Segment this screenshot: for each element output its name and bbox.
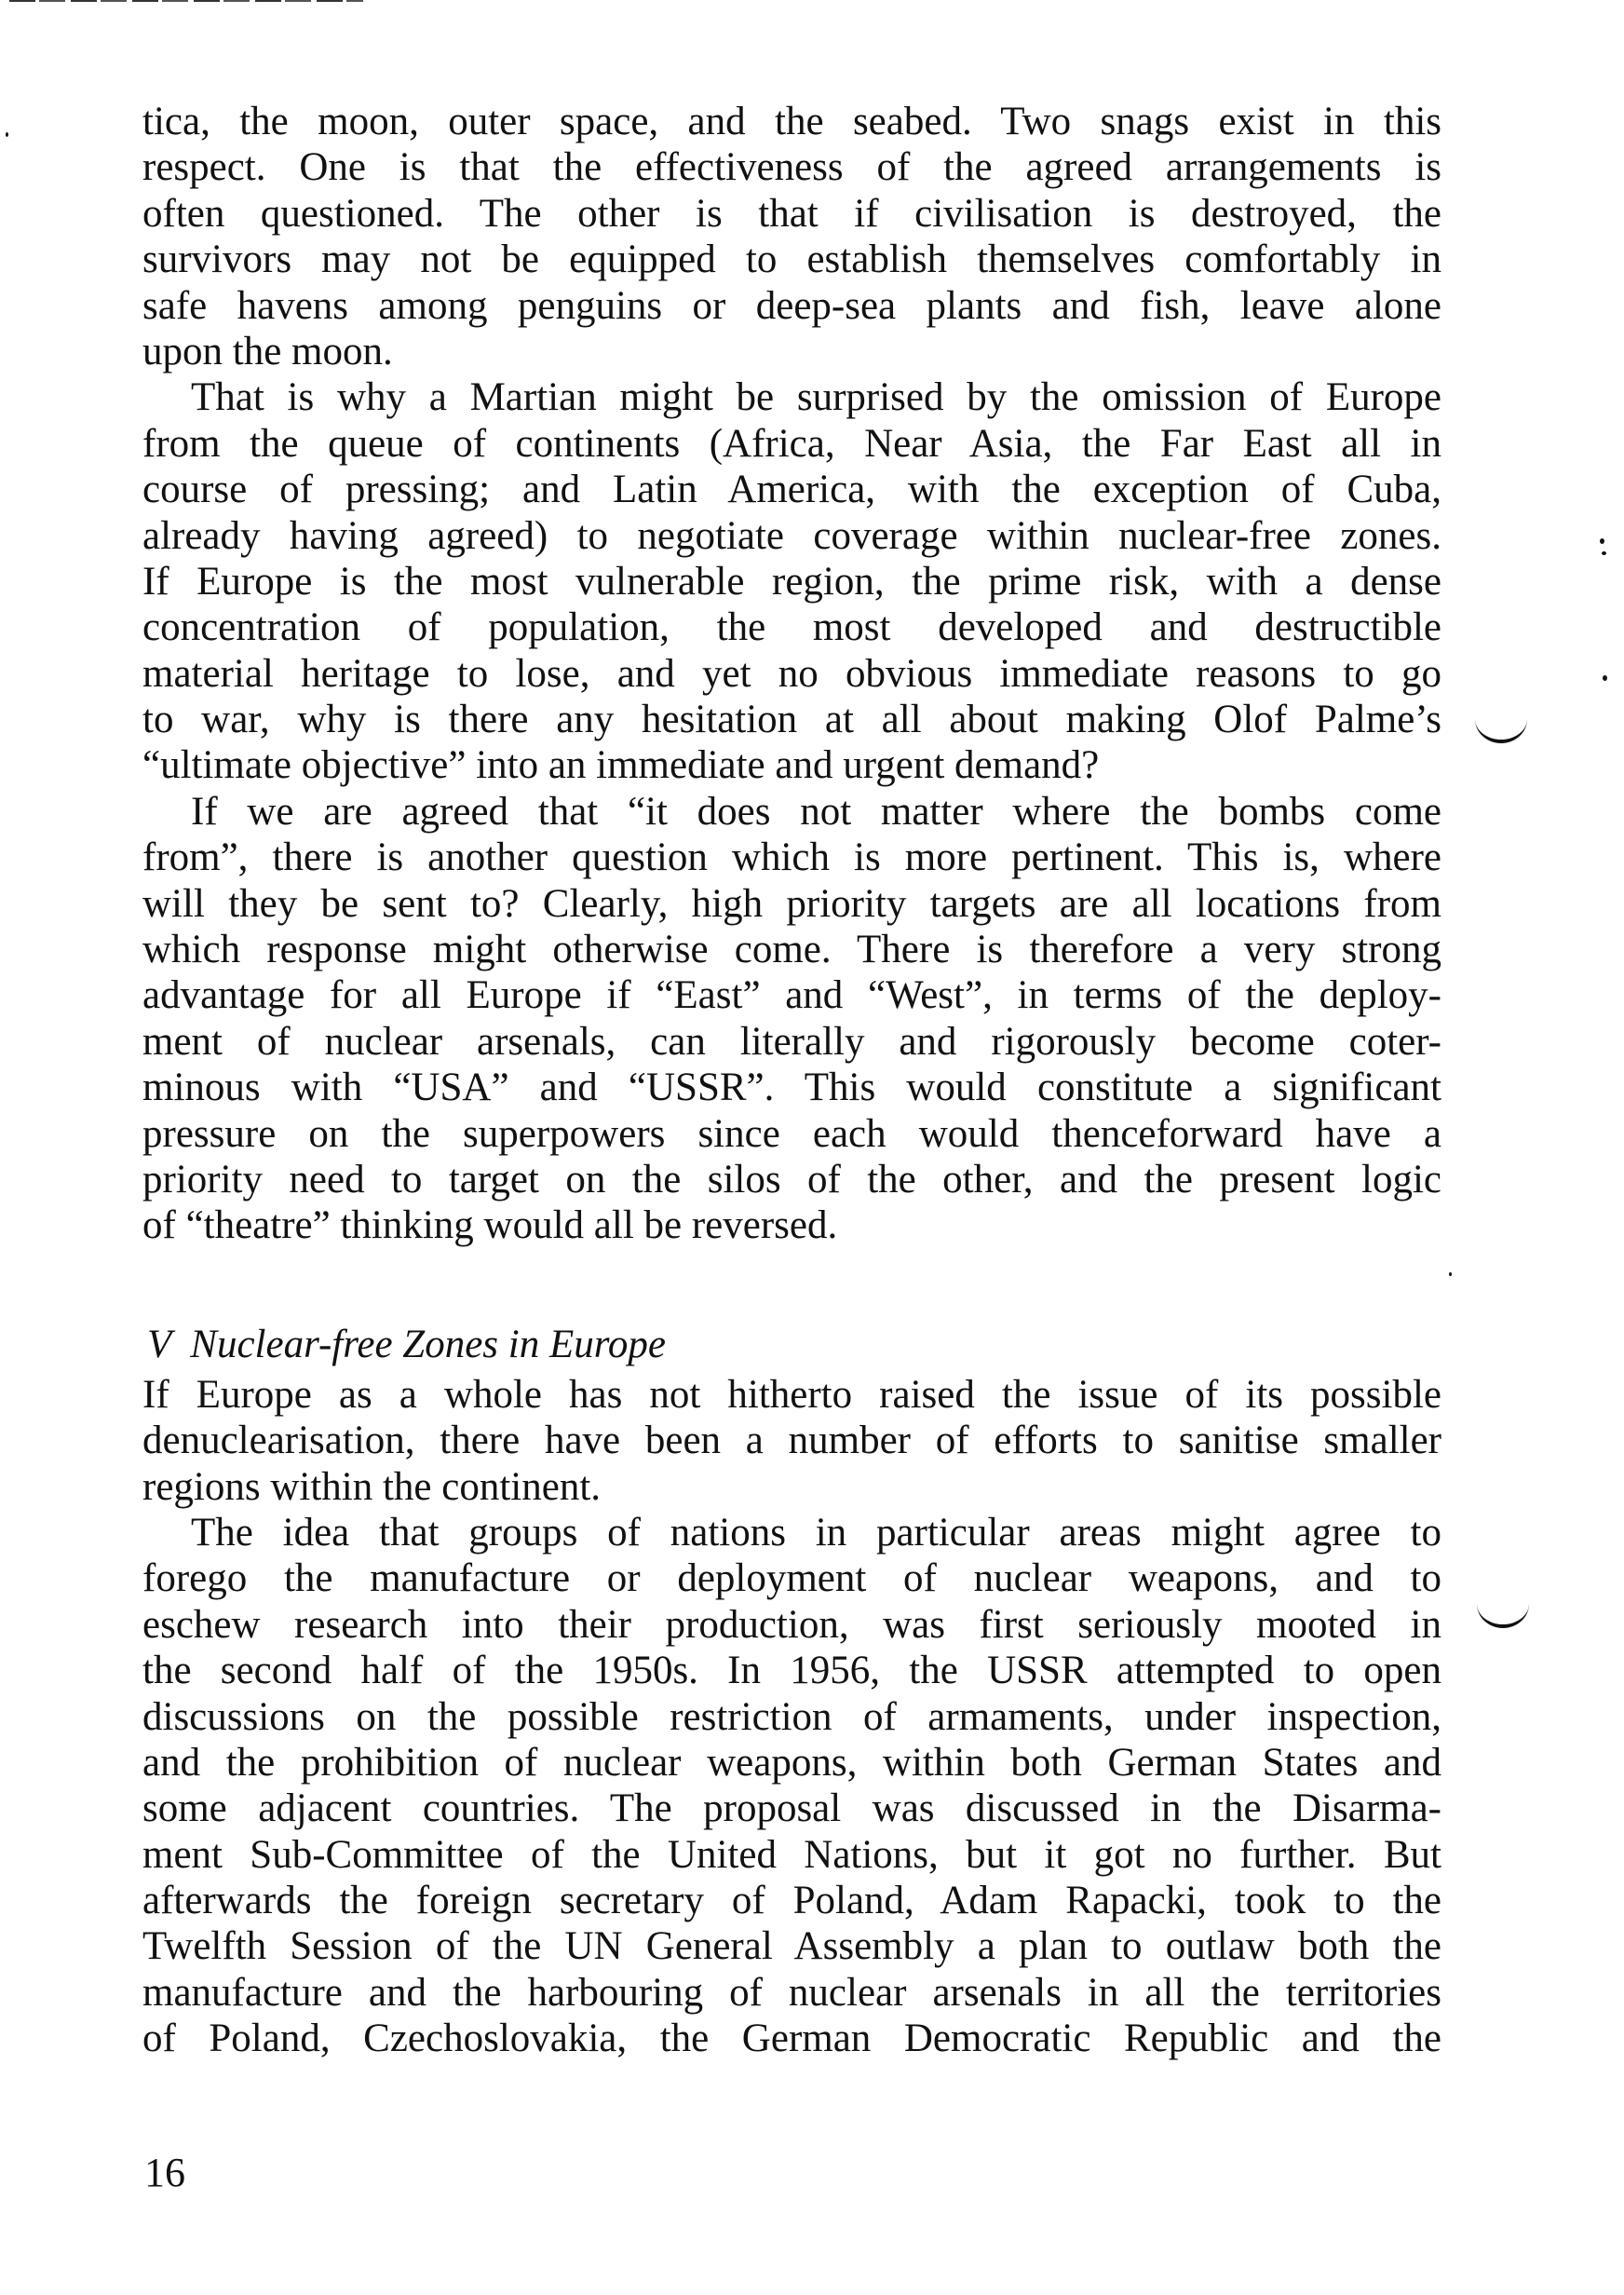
text-line: often questioned. The other is that if civilisation is destroyed, the: [142, 191, 1441, 236]
text-line: of Poland, Czechoslovakia, the German Democratic Republic and the: [142, 2017, 1441, 2061]
text-line: material heritage to lose, and yet no obvious immediate reasons to go: [142, 651, 1441, 696]
margin-tick-mark: [1475, 719, 1527, 743]
text-line: some adjacent countries. The proposal was discussed in the Disarma-: [142, 1786, 1441, 1831]
paragraph: [142, 99, 1441, 374]
text-line: Twelfth Session of the UN General Assembly a plan to outlaw both the: [142, 1924, 1441, 1969]
section-spacer: [142, 1249, 1441, 1318]
paragraph: [142, 374, 1441, 789]
text-line: course of pressing; and Latin America, with the exception of Cuba,: [142, 468, 1441, 512]
text-line: discussions on the possible restriction of armaments, under inspection,: [142, 1694, 1441, 1739]
text-line: forego the manufacture or deployment of nuclear weapons, and to: [142, 1556, 1441, 1601]
text-line: upon the moon.: [142, 329, 393, 373]
text-line: priority need to target on the silos of the other, and the present logic: [142, 1157, 1441, 1202]
text-line: to war, why is there any hesitation at all about making Olof Palme’s: [142, 698, 1441, 742]
text-line: and the prohibition of nuclear weapons, within both German States and: [142, 1740, 1441, 1785]
section-number: V: [147, 1322, 172, 1366]
text-line: respect. One is that the effectiveness of the agreed arrangements is: [142, 145, 1441, 190]
text-line: If Europe is the most vulnerable region, the prime risk, with a dense: [142, 559, 1441, 604]
page-number: 16: [144, 2150, 185, 2195]
text-line: regions within the continent.: [142, 1464, 602, 1509]
text-line: will they be sent to? Clearly, high priority targets are all locations from: [142, 881, 1441, 926]
text-line: safe havens among penguins or deep-sea plants and fish, leave alone: [142, 283, 1441, 328]
text-line: already having agreed) to negotiate coverage within nuclear-free zones.: [142, 513, 1441, 558]
text-line: afterwards the foreign secretary of Poland, Adam Rapacki, took to the: [142, 1879, 1441, 1923]
text-line: survivors may not be equipped to establish themselves comfortably in: [142, 238, 1441, 282]
scan-artifact-line: [9, 0, 363, 2]
text-line: That is why a Martian might be surprised by the omission of Europe: [191, 375, 1441, 420]
text-line: pressure on the superpowers since each would thenceforward have a: [142, 1111, 1441, 1156]
scan-speck: [1602, 551, 1606, 555]
section-heading: [142, 1318, 1441, 1372]
text-line: minous with “USA” and “USSR”. This would constitute a significant: [142, 1066, 1441, 1110]
text-line: ment of nuclear arsenals, can literally and rigorously become coter-: [142, 1019, 1441, 1064]
text-line: of “theatre” thinking would all be reversed.: [142, 1203, 838, 1248]
section-title: Nuclear-free Zones in Europe: [190, 1322, 666, 1366]
scan-speck: [1603, 675, 1607, 681]
text-line: concentration of population, the most developed and destructible: [142, 605, 1441, 650]
text-line: the second half of the 1950s. In 1956, the USSR attempted to open: [142, 1649, 1441, 1693]
margin-tick-mark: [1477, 1604, 1529, 1628]
paragraph: [142, 1372, 1441, 1510]
scan-speck: [1449, 1272, 1452, 1276]
section-2: [142, 1318, 1441, 2062]
text-line: If we are agreed that “it does not matter where the bombs come: [191, 789, 1441, 834]
text-line: from the queue of continents (Africa, Near Asia, the Far East all in: [142, 421, 1441, 466]
text-line: from”, there is another question which is more pertinent. This is, where: [142, 835, 1441, 880]
text-line: If Europe as a whole has not hitherto raised the issue of its possible: [142, 1372, 1441, 1417]
paragraph: [142, 789, 1441, 1249]
text-line: “ultimate objective” into an immediate and urgent demand?: [142, 743, 1100, 788]
text-line: denuclearisation, there have been a number of efforts to sanitise smaller: [142, 1419, 1441, 1463]
paragraph: [142, 1510, 1441, 2062]
text-line: manufacture and the harbouring of nuclear arsenals in all the territories: [142, 1970, 1441, 2015]
text-line: advantage for all Europe if “East” and “West”, in terms of the deploy-: [142, 973, 1441, 1018]
text-line: The idea that groups of nations in particular areas might agree to: [191, 1510, 1441, 1555]
section-1: [142, 99, 1441, 1249]
text-line: eschew research into their production, was first seriously mooted in: [142, 1602, 1441, 1647]
text-line: which response might otherwise come. There is therefore a very strong: [142, 928, 1441, 972]
text-line: ment Sub-Committee of the United Nations, but it got no further. But: [142, 1832, 1441, 1877]
text-line: tica, the moon, outer space, and the seabed. Two snags exist in this: [142, 100, 1441, 143]
scan-speck: [6, 132, 8, 137]
scan-speck: [1600, 538, 1604, 544]
document-page: [142, 99, 1441, 2062]
